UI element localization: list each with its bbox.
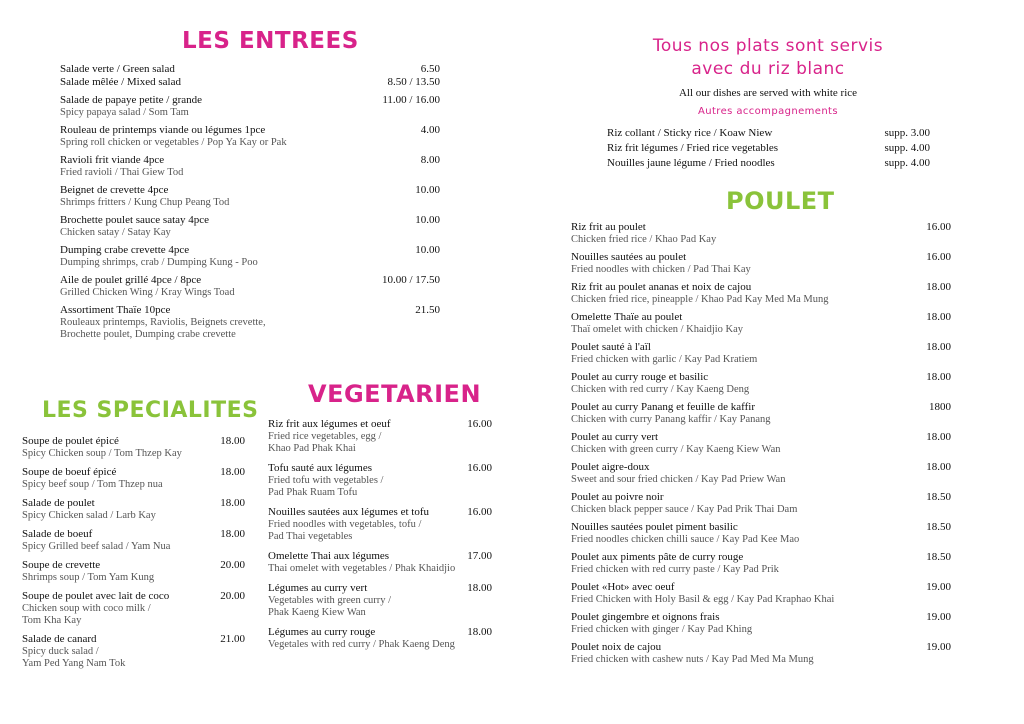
menu-item bbox=[571, 611, 951, 636]
item-description: Spicy papaya salad / Som Tam bbox=[60, 107, 189, 118]
item-name: Poulet noix de cajou bbox=[571, 641, 662, 653]
item-description: Chicken with red curry / Kay Kaeng Deng bbox=[571, 384, 750, 395]
item-name: Soupe de boeuf épicé bbox=[22, 466, 117, 478]
item-name: Soupe de crevette bbox=[22, 559, 101, 571]
item-name: Riz frit au poulet bbox=[571, 221, 646, 233]
item-name: Omelette Thaïe au poulet bbox=[571, 311, 683, 323]
item-price: 18.00 bbox=[467, 626, 492, 638]
menu-item bbox=[571, 521, 951, 546]
item-price: 19.00 bbox=[926, 611, 951, 623]
menu-item bbox=[22, 435, 245, 460]
note-line-1: Tous nos plats sont servis bbox=[652, 36, 884, 56]
item-description: Chicken black pepper sauce / Kay Pad Prik Thai Dam bbox=[571, 504, 798, 515]
item-price: 16.00 bbox=[467, 506, 492, 518]
vegetarien-title: VEGETARIEN bbox=[308, 380, 482, 408]
item-price: 19.00 bbox=[926, 581, 951, 593]
item-description: Chicken fried rice, pineapple / Khao Pad Kay Med Ma Mung bbox=[571, 294, 829, 305]
menu-item bbox=[60, 304, 440, 341]
item-description-line-2: Tom Kha Kay bbox=[22, 615, 82, 626]
item-name: Poulet sauté à l'aïl bbox=[571, 341, 651, 353]
item-description: Shrimps fritters / Kung Chup Peang Tod bbox=[60, 197, 230, 208]
specialites-list bbox=[22, 435, 245, 670]
item-name: Assortiment Thaïe 10pce bbox=[60, 304, 171, 316]
item-name: Légumes au curry rouge bbox=[268, 626, 376, 638]
item-name: Beignet de crevette 4pce bbox=[60, 184, 169, 196]
menu-item bbox=[60, 184, 440, 209]
item-name: Salade verte / Green salad bbox=[60, 63, 175, 75]
menu-item bbox=[571, 311, 951, 336]
item-description: Chicken fried rice / Khao Pad Kay bbox=[571, 234, 717, 245]
menu-item bbox=[22, 633, 245, 670]
item-price: 18.00 bbox=[926, 281, 951, 293]
item-price: 18.50 bbox=[926, 491, 951, 503]
item-price: 18.00 bbox=[220, 528, 245, 540]
item-description: Fried noodles with vegetables, tofu / bbox=[268, 519, 422, 530]
item-name: Poulet «Hot» avec oeuf bbox=[571, 581, 675, 593]
menu-item bbox=[60, 63, 440, 76]
menu-item bbox=[60, 94, 440, 119]
item-description: Spicy duck salad / bbox=[22, 646, 99, 657]
item-price: 16.00 bbox=[926, 221, 951, 233]
menu-item bbox=[22, 466, 245, 491]
item-name: Nouilles sautées poulet piment basilic bbox=[571, 521, 738, 533]
menu-item bbox=[60, 244, 440, 269]
item-price: 1800 bbox=[929, 401, 951, 413]
menu-item bbox=[22, 559, 245, 584]
item-name: Salade de papaye petite / grande bbox=[60, 94, 203, 106]
item-description: Fried noodles chicken chilli sauce / Kay Pad Kee Mao bbox=[571, 534, 800, 545]
menu-item bbox=[268, 582, 492, 619]
item-description: Fried chicken with ginger / Kay Pad Khing bbox=[571, 624, 753, 635]
item-description-line-2: Brochette poulet, Dumping crabe crevette bbox=[60, 329, 236, 340]
item-price: 18.00 bbox=[926, 341, 951, 353]
item-price: 18.00 bbox=[926, 371, 951, 383]
item-description: Fried chicken with garlic / Kay Pad Kratiem bbox=[571, 354, 758, 365]
accompaniment-price: supp. 4.00 bbox=[884, 142, 930, 154]
item-description: Spicy Chicken soup / Tom Thzep Kay bbox=[22, 448, 182, 459]
item-description: Fried chicken with red curry paste / Kay Pad Prik bbox=[571, 564, 779, 575]
accompaniment-name: Riz frit légumes / Fried rice vegetables bbox=[607, 142, 779, 154]
accompaniments-list bbox=[607, 126, 930, 171]
note-line-2: avec du riz blanc bbox=[691, 59, 845, 79]
item-name: Rouleau de printemps viande ou légumes 1pce bbox=[60, 124, 266, 136]
item-price: 21.00 bbox=[220, 633, 245, 645]
item-description: Chicken soup with coco milk / bbox=[22, 603, 151, 614]
item-description: Fried tofu with vegetables / bbox=[268, 475, 384, 486]
menu-item bbox=[571, 461, 951, 486]
menu-item bbox=[571, 221, 951, 246]
menu-item bbox=[268, 506, 492, 543]
item-name: Salade de canard bbox=[22, 633, 97, 645]
item-description: Shrimps soup / Tom Yam Kung bbox=[22, 572, 155, 583]
item-description: Fried Chicken with Holy Basil & egg / Kay Pad Kraphao Khai bbox=[571, 594, 835, 605]
item-name: Soupe de poulet avec lait de coco bbox=[22, 590, 170, 602]
menu-item bbox=[22, 590, 245, 627]
item-name: Ravioli frit viande 4pce bbox=[60, 154, 165, 166]
accompaniment-row bbox=[607, 126, 930, 141]
menu-item bbox=[571, 401, 951, 426]
menu-item bbox=[60, 214, 440, 239]
item-name: Tofu sauté aux légumes bbox=[268, 462, 373, 474]
item-description: Spicy Chicken salad / Larb Kay bbox=[22, 510, 156, 521]
menu-item bbox=[60, 76, 440, 89]
item-name: Dumping crabe crevette 4pce bbox=[60, 244, 190, 256]
item-name: Riz frit aux légumes et oeuf bbox=[268, 418, 391, 430]
menu-item bbox=[571, 251, 951, 276]
item-price: 8.50 / 13.50 bbox=[387, 76, 440, 88]
accompaniment-price: supp. 4.00 bbox=[884, 157, 930, 169]
item-price: 16.00 bbox=[467, 418, 492, 430]
item-name: Poulet au poivre noir bbox=[571, 491, 664, 503]
item-price: 18.00 bbox=[926, 311, 951, 323]
menu-item bbox=[571, 641, 951, 666]
item-description: Vegetales with red curry / Phak Kaeng Deng bbox=[268, 639, 455, 650]
item-name: Nouilles sautées aux légumes et tofu bbox=[268, 506, 429, 518]
item-name: Nouilles sautées au poulet bbox=[571, 251, 687, 263]
accompaniment-row bbox=[607, 141, 930, 156]
menu-item bbox=[268, 418, 492, 455]
item-name: Poulet au curry vert bbox=[571, 431, 659, 443]
item-description: Vegetables with green curry / bbox=[268, 595, 392, 606]
menu-item bbox=[571, 491, 951, 516]
item-description: Chicken with green curry / Kay Kaeng Kiew Wan bbox=[571, 444, 781, 455]
item-price: 16.00 bbox=[467, 462, 492, 474]
item-description-line-2: Pad Phak Ruam Tofu bbox=[268, 487, 358, 498]
menu-item bbox=[22, 497, 245, 522]
item-price: 8.00 bbox=[420, 154, 440, 166]
note-sub-title: Autres accompagnements bbox=[698, 106, 838, 117]
item-name: Poulet au curry Panang et feuille de kaffir bbox=[571, 401, 755, 413]
item-price: 18.50 bbox=[926, 521, 951, 533]
menu-item bbox=[571, 431, 951, 456]
item-name: Riz frit au poulet ananas et noix de cajou bbox=[571, 281, 752, 293]
entrees-title: LES ENTREES bbox=[182, 28, 359, 54]
item-price: 10.00 bbox=[415, 244, 440, 256]
item-description: Thaï omelet with chicken / Khaidjio Kay bbox=[571, 324, 744, 335]
accompaniment-price: supp. 3.00 bbox=[884, 127, 930, 139]
item-price: 18.00 bbox=[926, 461, 951, 473]
item-price: 6.50 bbox=[420, 63, 440, 75]
item-name: Salade de boeuf bbox=[22, 528, 93, 540]
item-description: Chicken satay / Satay Kay bbox=[60, 227, 171, 238]
item-price: 11.00 / 16.00 bbox=[382, 94, 440, 106]
item-description-line-2: Pad Thai vegetables bbox=[268, 531, 353, 542]
item-name: Brochette poulet sauce satay 4pce bbox=[60, 214, 210, 226]
accompaniment-name: Riz collant / Sticky rice / Koaw Niew bbox=[607, 127, 773, 139]
item-name: Salade mêlée / Mixed salad bbox=[60, 76, 181, 88]
menu-item bbox=[268, 462, 492, 499]
item-name: Aile de poulet grillé 4pce / 8pce bbox=[60, 274, 202, 286]
item-description-line-2: Phak Kaeng Kiew Wan bbox=[268, 607, 366, 618]
menu-item bbox=[60, 274, 440, 299]
item-price: 19.00 bbox=[926, 641, 951, 653]
item-name: Salade de poulet bbox=[22, 497, 95, 509]
item-price: 18.00 bbox=[220, 497, 245, 509]
item-price: 18.00 bbox=[220, 435, 245, 447]
item-price: 20.00 bbox=[220, 590, 245, 602]
item-price: 18.50 bbox=[926, 551, 951, 563]
item-description: Spicy beef soup / Tom Thzep nua bbox=[22, 479, 163, 490]
item-price: 18.00 bbox=[926, 431, 951, 443]
item-name: Soupe de poulet épicé bbox=[22, 435, 119, 447]
item-description-line-2: Khao Pad Phak Khai bbox=[268, 443, 356, 454]
item-name: Poulet aux piments pâte de curry rouge bbox=[571, 551, 744, 563]
item-price: 20.00 bbox=[220, 559, 245, 571]
item-name: Poulet aigre-doux bbox=[571, 461, 650, 473]
item-name: Poulet au curry rouge et basilic bbox=[571, 371, 709, 383]
entrees-list bbox=[60, 63, 440, 341]
item-name: Poulet gingembre et oignons frais bbox=[571, 611, 720, 623]
menu-item bbox=[268, 550, 492, 575]
poulet-list bbox=[571, 221, 951, 666]
item-price: 4.00 bbox=[420, 124, 440, 136]
accompaniment-name: Nouilles jaune légume / Fried noodles bbox=[607, 157, 775, 169]
menu-item bbox=[571, 371, 951, 396]
item-price: 10.00 / 17.50 bbox=[381, 274, 440, 286]
item-price: 16.00 bbox=[926, 251, 951, 263]
poulet-title: POULET bbox=[726, 187, 835, 215]
item-description: Spring roll chicken or vegetables / Pop Ya Kay or Pak bbox=[60, 137, 287, 148]
item-price: 17.00 bbox=[467, 550, 492, 562]
menu-item bbox=[571, 581, 951, 606]
item-description: Grilled Chicken Wing / Kray Wings Toad bbox=[60, 287, 235, 298]
menu-item bbox=[22, 528, 245, 553]
item-price: 10.00 bbox=[415, 214, 440, 226]
menu-item bbox=[60, 154, 440, 179]
menu-item bbox=[60, 124, 440, 149]
item-description: Dumping shrimps, crab / Dumping Kung - Poo bbox=[60, 257, 258, 268]
vegetarien-list bbox=[268, 418, 492, 651]
item-description: Spicy Grilled beef salad / Yam Nua bbox=[22, 541, 171, 552]
item-description: Fried ravioli / Thai Giew Tod bbox=[60, 167, 184, 178]
item-description: Fried rice vegetables, egg / bbox=[268, 431, 382, 442]
item-description: Rouleaux printemps, Raviolis, Beignets crevette, bbox=[60, 317, 266, 328]
menu-item bbox=[571, 281, 951, 306]
accompaniment-row bbox=[607, 156, 930, 171]
note-english: All our dishes are served with white rice bbox=[678, 87, 858, 99]
item-description: Fried chicken with cashew nuts / Kay Pad Med Ma Mung bbox=[571, 654, 814, 665]
item-name: Omelette Thai aux légumes bbox=[268, 550, 390, 562]
specialites-title: LES SPECIALITES bbox=[42, 398, 259, 423]
menu-item bbox=[571, 341, 951, 366]
item-price: 10.00 bbox=[415, 184, 440, 196]
item-description: Fried noodles with chicken / Pad Thai Kay bbox=[571, 264, 751, 275]
menu-item bbox=[571, 551, 951, 576]
item-description: Sweet and sour fried chicken / Kay Pad Priew Wan bbox=[571, 474, 786, 485]
item-description-line-2: Yam Ped Yang Nam Tok bbox=[22, 658, 126, 669]
item-description: Chicken with curry Panang kaffir / Kay Panang bbox=[571, 414, 771, 425]
item-name: Légumes au curry vert bbox=[268, 582, 368, 594]
item-price: 18.00 bbox=[220, 466, 245, 478]
menu-item bbox=[268, 626, 492, 651]
item-description: Thai omelet with vegetables / Phak Khaidjio bbox=[268, 563, 456, 574]
item-price: 18.00 bbox=[467, 582, 492, 594]
item-price: 21.50 bbox=[415, 304, 440, 316]
